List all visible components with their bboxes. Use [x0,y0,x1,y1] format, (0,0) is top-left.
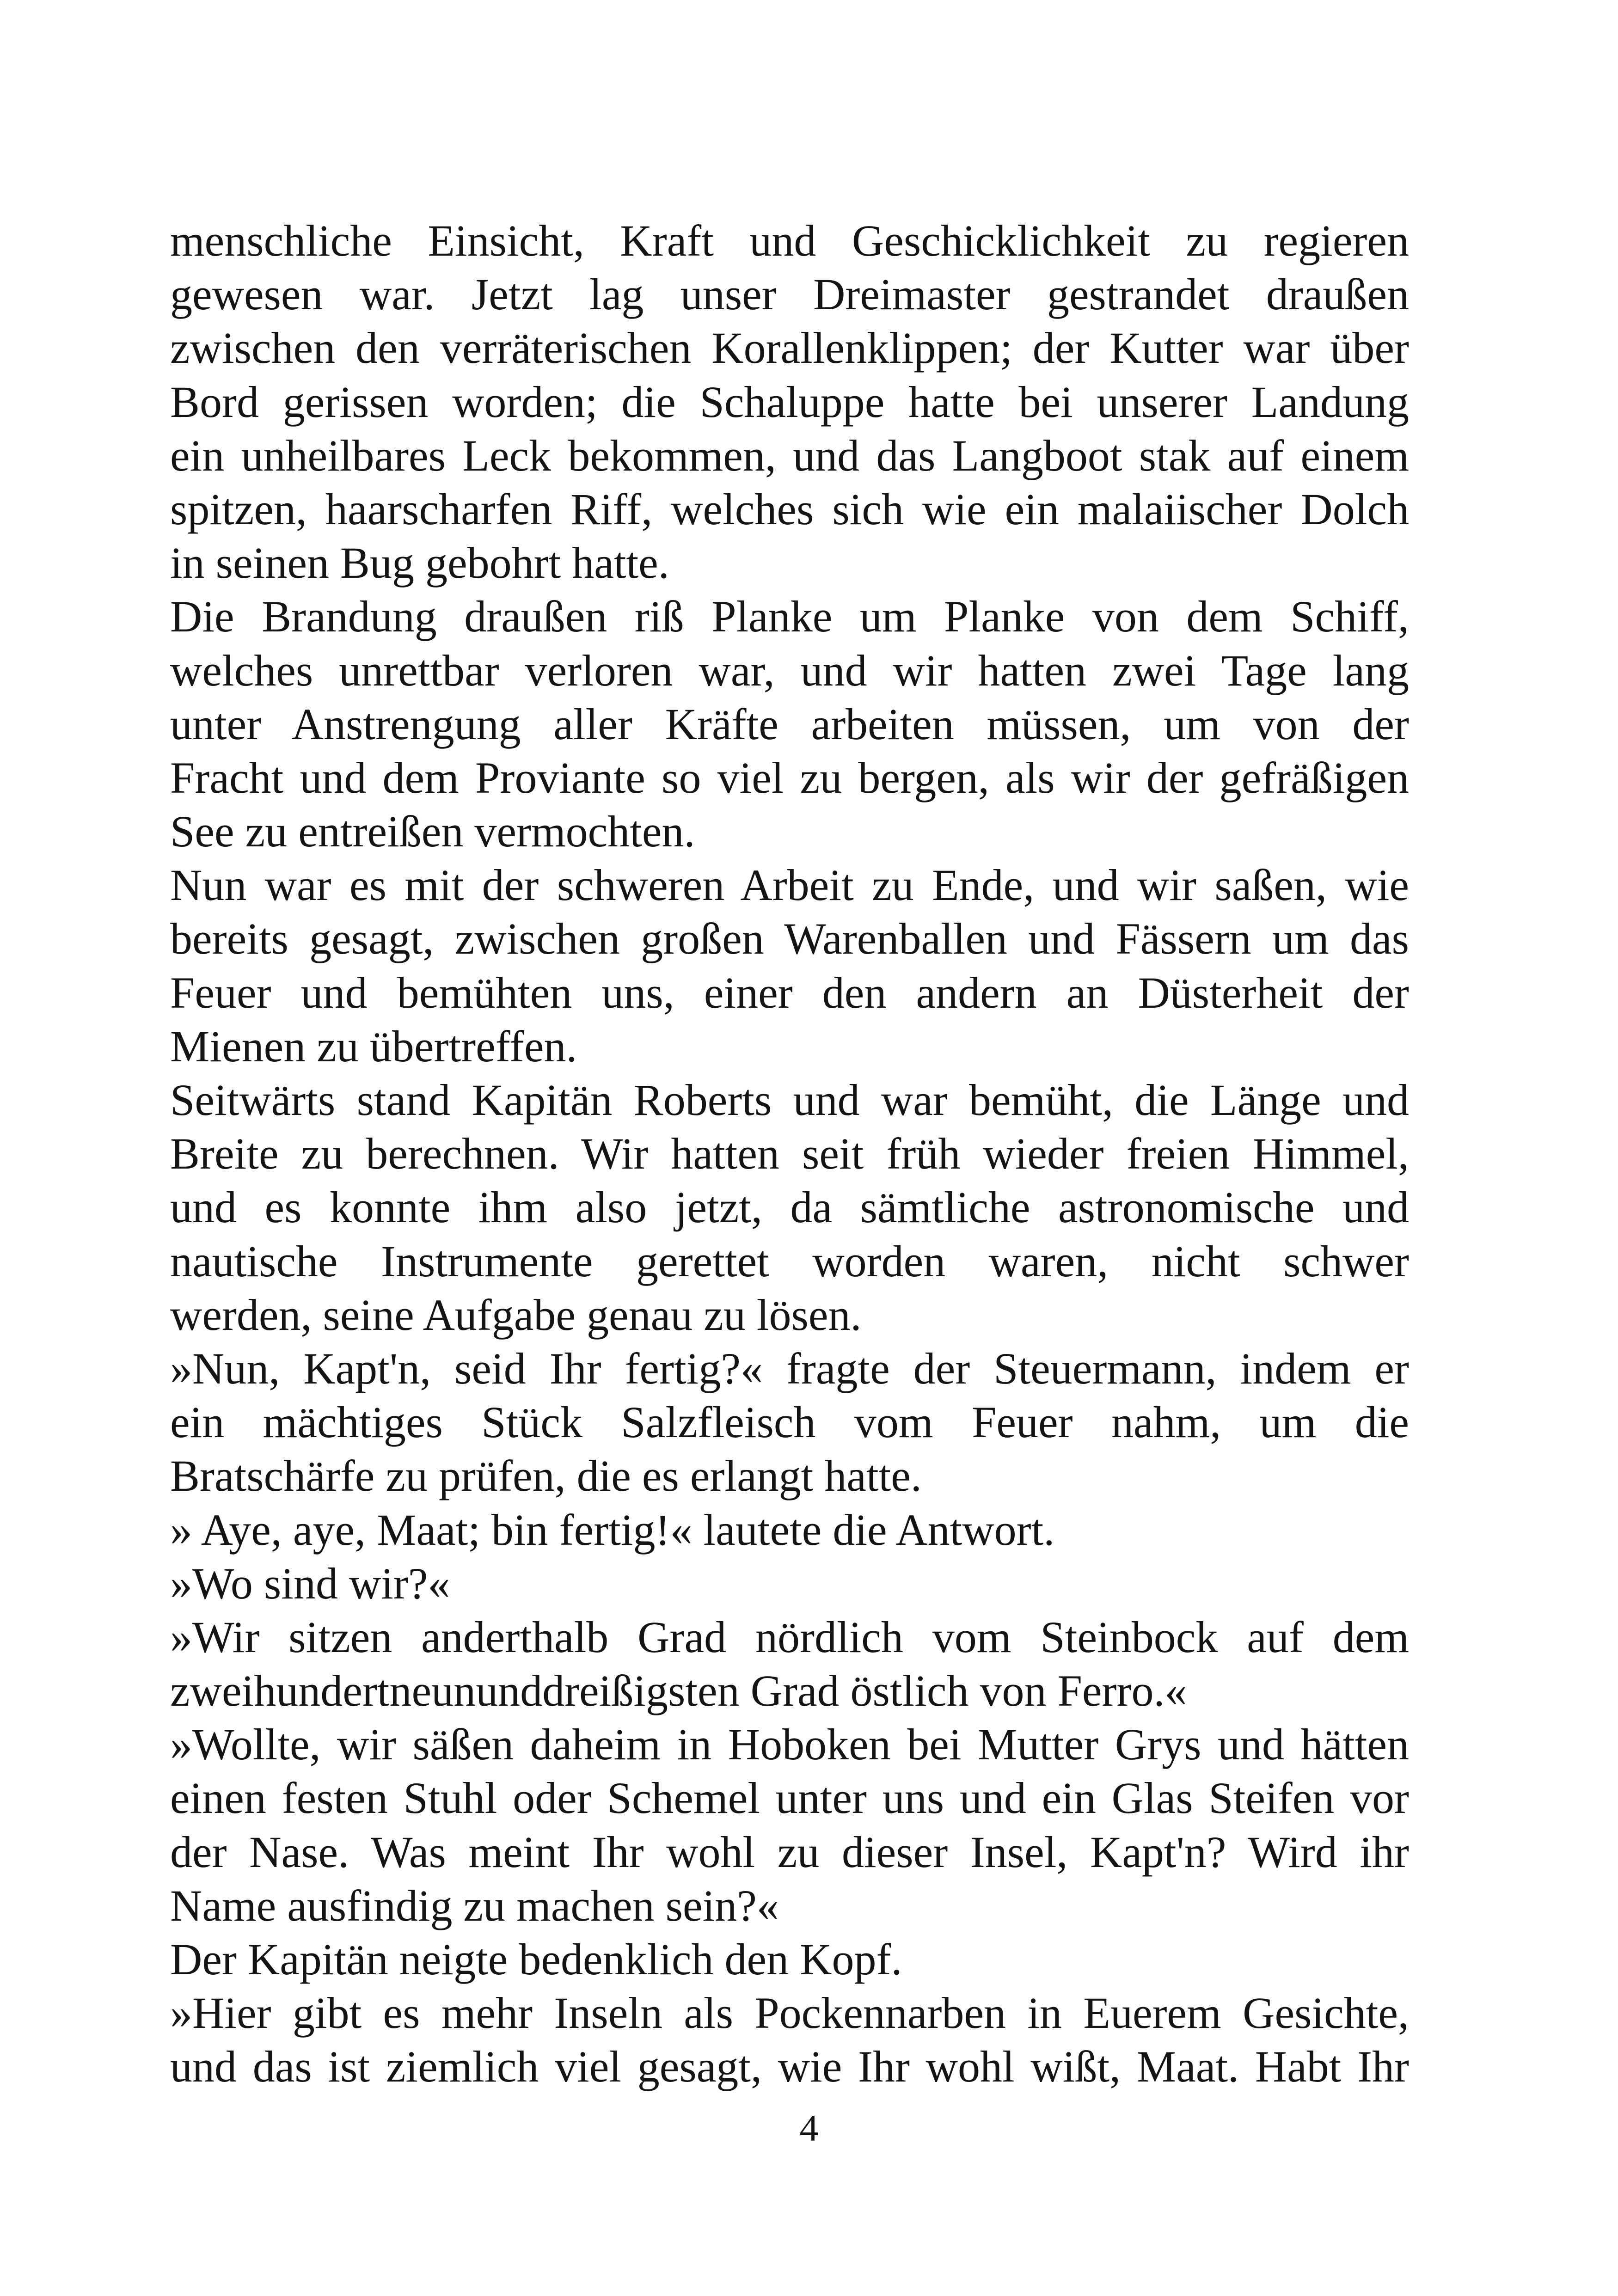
page-number: 4 [799,2107,819,2149]
text-line: gewesen war. Jetzt lag unser Dreimaster gestrandet draußen [170,269,1409,319]
text-line: Bord gerissen worden; die Schaluppe hatte bei unserer Landung [170,377,1409,427]
text-line: welches unrettbar verloren war, und wir hatten zwei Tage lang [170,645,1409,695]
text-line: Mienen zu übertreffen. [170,1021,577,1071]
text-line: »Nun, Kapt'n, seid Ihr fertig?« fragte der Steuermann, indem er [170,1343,1409,1393]
text-line: nautische Instrumente gerettet worden waren, nicht schwer [170,1236,1409,1286]
text-line: » Aye, aye, Maat; bin fertig!« lautete die Antwort. [170,1505,1055,1555]
text-line: Die Brandung draußen riß Planke um Planke von dem Schiff, [170,592,1409,642]
text-line: »Wollte, wir säßen daheim in Hoboken bei Mutter Grys und hätten [170,1720,1409,1769]
text-line: »Hier gibt es mehr Inseln als Pockennarben in Euerem Gesichte, [170,1988,1409,2038]
text-line: einen festen Stuhl oder Schemel unter uns und ein Glas Steifen vor [170,1773,1409,1823]
text-line: und es konnte ihm also jetzt, da sämtliche astronomische und [170,1182,1409,1232]
text-line: werden, seine Aufgabe genau zu lösen. [170,1290,862,1340]
text-line: Breite zu berechnen. Wir hatten seit früh wieder freien Himmel, [170,1129,1409,1179]
text-line: Feuer und bemühten uns, einer den andern an Düsterheit der [170,967,1409,1017]
text-line: menschliche Einsicht, Kraft und Geschicklichkeit zu regieren [170,216,1409,265]
text-line: ein mächtiges Stück Salzfleisch vom Feuer nahm, um die [170,1397,1409,1447]
text-line: Der Kapitän neigte bedenklich den Kopf. [170,1935,902,1984]
text-line: spitzen, haarscharfen Riff, welches sich wie ein malaiischer Dolch [170,484,1409,534]
text-line: zweihundertneununddreißigsten Grad östlich von Ferro.« [170,1666,1187,1716]
text-line: Name ausfindig zu machen sein?« [170,1880,779,1930]
text-line: »Wo sind wir?« [170,1558,450,1608]
text-line: ein unheilbares Leck bekommen, und das Langboot stak auf einem [170,430,1409,480]
text-line: unter Anstrengung aller Kräfte arbeiten müssen, um von der [170,699,1409,749]
text-line: und das ist ziemlich viel gesagt, wie Ihr wohl wißt, Maat. Habt Ihr [170,2042,1409,2092]
text-line: See zu entreißen vermochten. [170,807,695,857]
body-text [170,214,1409,2094]
text-line: der Nase. Was meint Ihr wohl zu dieser Insel, Kapt'n? Wird ihr [170,1827,1409,1877]
text-line: zwischen den verräterischen Korallenklippen; der Kutter war über [170,323,1409,373]
text-line: Fracht und dem Proviante so viel zu bergen, als wir der gefräßigen [170,753,1409,802]
text-line: Nun war es mit der schweren Arbeit zu Ende, und wir saßen, wie [170,860,1409,910]
text-line: »Wir sitzen anderthalb Grad nördlich vom Steinbock auf dem [170,1612,1409,1662]
text-line: Seitwärts stand Kapitän Roberts und war bemüht, die Länge und [170,1075,1409,1125]
text-line: Bratschärfe zu prüfen, die es erlangt hatte. [170,1451,922,1501]
text-line: bereits gesagt, zwischen großen Warenballen und Fässern um das [170,914,1409,964]
text-line: in seinen Bug gebohrt hatte. [170,538,669,588]
